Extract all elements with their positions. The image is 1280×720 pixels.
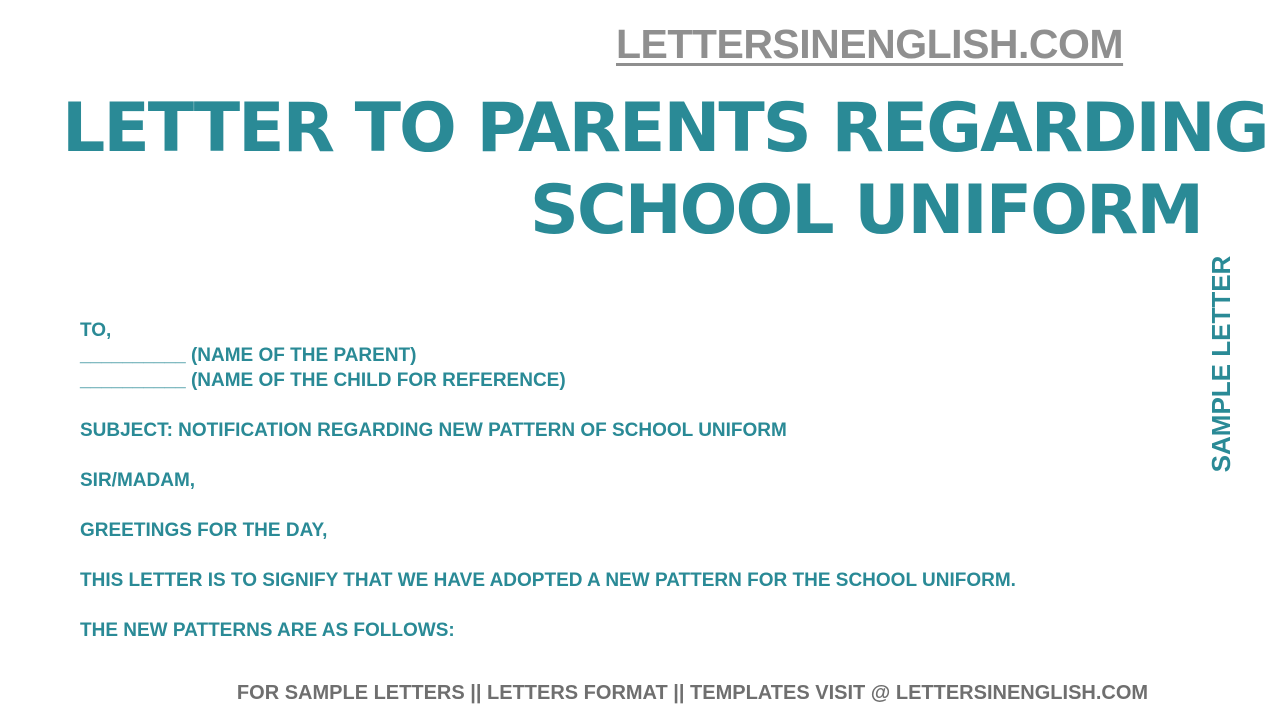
letter-paragraph-1: THIS LETTER IS TO SIGNIFY THAT WE HAVE ADOPTED A NEW PATTERN FOR THE SCHOOL UNIFORM. xyxy=(80,570,1016,591)
spacer xyxy=(80,443,1180,468)
letter-to: TO, xyxy=(80,320,112,341)
letter-greeting: GREETINGS FOR THE DAY, xyxy=(80,520,328,541)
spacer xyxy=(80,493,1180,518)
spacer xyxy=(80,543,1180,568)
letter-paragraph-2: THE NEW PATTERNS ARE AS FOLLOWS: xyxy=(80,620,455,641)
title-line-2: SCHOOL UNIFORM xyxy=(529,171,1202,250)
page-title xyxy=(62,88,1268,252)
letter-subject: SUBJECT: NOTIFICATION REGARDING NEW PATTERN OF SCHOOL UNIFORM xyxy=(80,420,787,441)
letter-body xyxy=(80,318,1180,643)
letter-recipient-child: __________ (NAME OF THE CHILD FOR REFERENCE) xyxy=(80,370,566,391)
spacer xyxy=(80,393,1180,418)
letter-recipient-parent: __________ (NAME OF THE PARENT) xyxy=(80,345,417,366)
sample-letter-label: SAMPLE LETTER xyxy=(1206,255,1236,473)
footer-banner: FOR SAMPLE LETTERS || LETTERS FORMAT || TEMPLATES VISIT @ LETTERSINENGLISH.COM xyxy=(236,682,1149,704)
letter-salutation: SIR/MADAM, xyxy=(80,470,196,491)
site-header-link[interactable]: LETTERSINENGLISH.COM xyxy=(616,21,1124,67)
title-line-1: LETTER TO PARENTS REGARDING xyxy=(62,89,1268,168)
spacer xyxy=(80,593,1180,618)
